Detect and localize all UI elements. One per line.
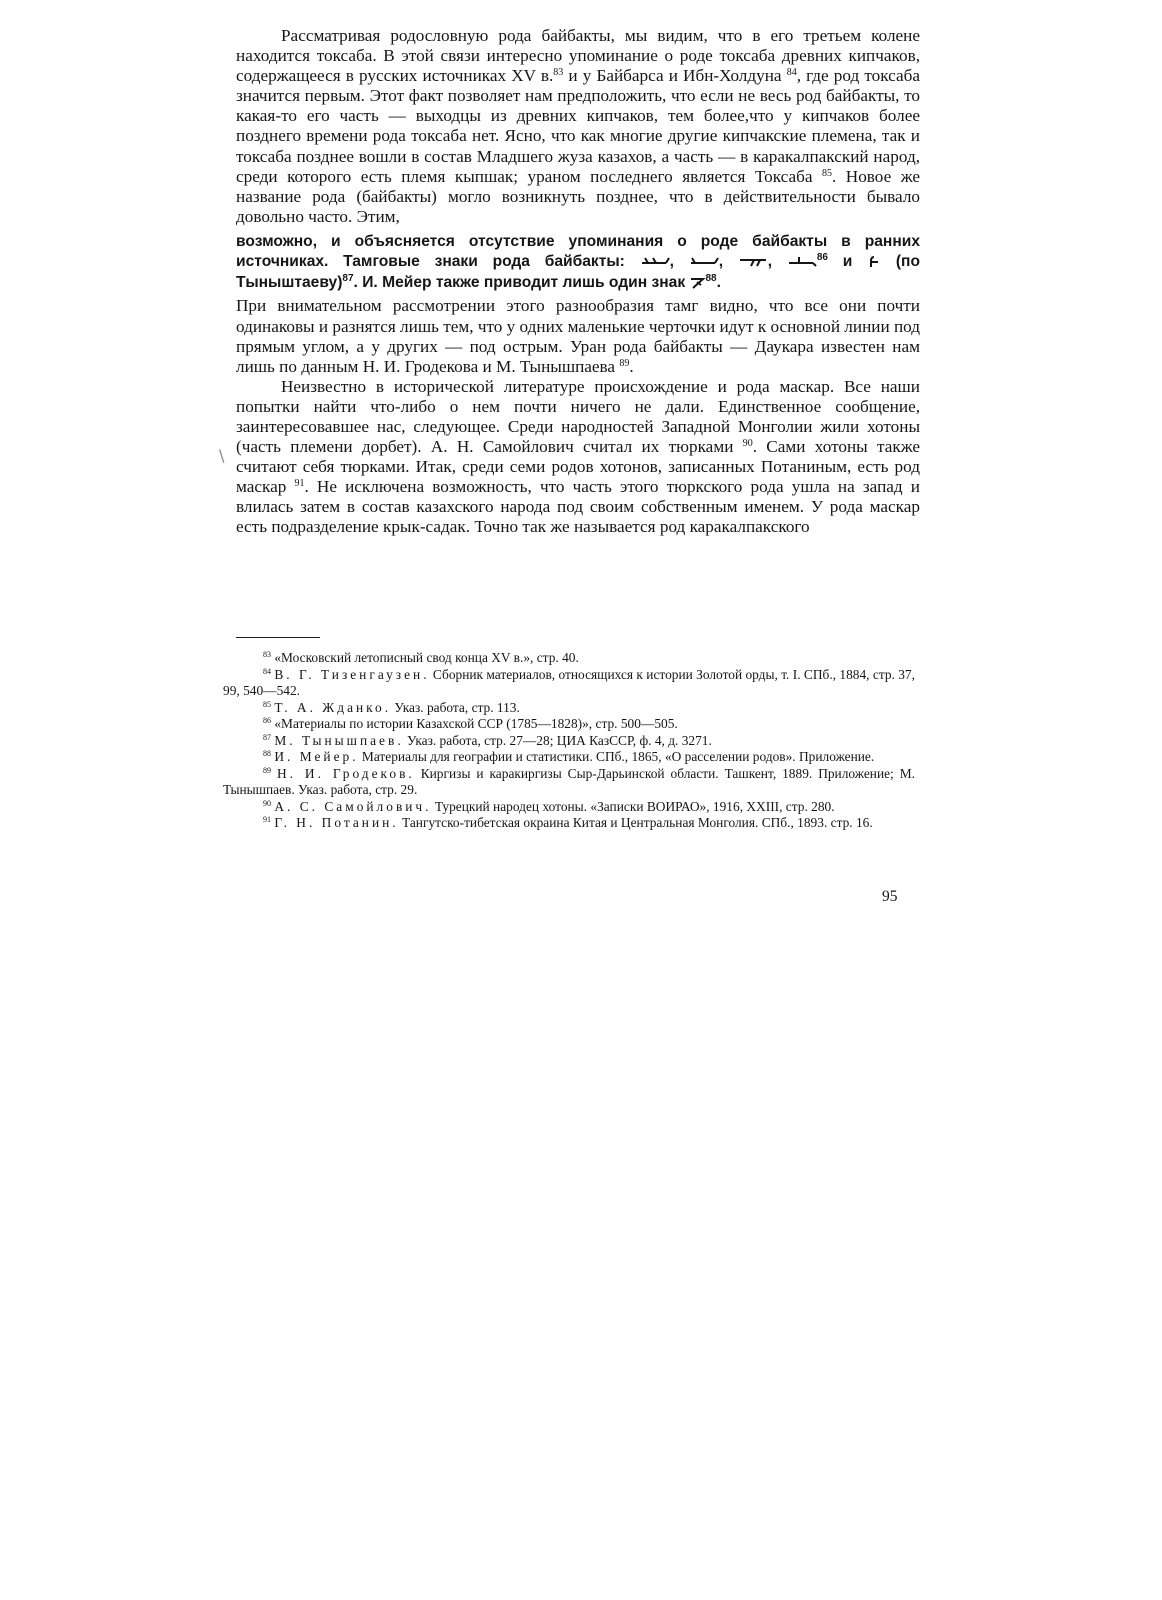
footnote-number: 85 <box>263 699 271 709</box>
tamga-sign-icon <box>689 253 719 265</box>
footnote-text: Материалы для географии и статистики. СПб., 1865, «О расселении родов». Приложение. <box>358 749 875 764</box>
footnote-author: Н. И. Гродеков. <box>276 765 415 781</box>
footnote-ref: 88 <box>705 272 717 284</box>
footnote-author: В. Г. Тизенгаузен. <box>274 666 430 682</box>
text-run: При внимательном рассмотрении этого разнообразия тамг видно, что все они почти одинаковы и разнятся лишь тем, что у одних маленькие черточки идут к основной линии под прямым углом, а у других — под острым. Уран рода байбакты — Даукара известен нам лишь по данным Н. И. Гродекова и М. Тынышпаева <box>236 296 921 376</box>
footnote-text: Сборник материалов, относящихся к истории Золотой орды, т. I. СПб., 1884, стр. 37, 99, 540—542. <box>223 666 915 698</box>
footnote-author: Г. Н. Потанин. <box>274 815 399 830</box>
tamga-sign-icon <box>787 253 817 265</box>
paragraph-toksaba <box>236 26 920 227</box>
text-run: Неизвестно в исторической литературе происхождение и рода маскар. Все наши попытки найти что-либо о нем почти ничего не дали. Единственное сообщение, заинтересовавшее нас, следующее. Среди народностей Западной Монголии жили хотоны (часть племени дорбет). А. Н. Самойлович считал их тюрками <box>236 376 920 457</box>
footnote <box>223 650 915 667</box>
footnote-ref: 86 <box>816 252 828 264</box>
text-run: . Не исключена возможность, что часть этого тюркского рода ушла на запад и влилась затем в состав казахского народа под своим собственным именем. У рода маскар есть подразделение крык-садак. Точно так же называется род каракалпакского <box>236 477 920 537</box>
text-run: и <box>842 253 853 271</box>
footnote <box>223 766 915 799</box>
footnote <box>223 700 915 717</box>
footnote-text: Указ. работа, стр. 27—28; ЦИА КазССР, ф. 4, д. 3271. <box>403 732 712 748</box>
footnote-number: 88 <box>263 749 271 758</box>
footnote-author: А. С. Самойлович. <box>274 798 432 814</box>
footnote-number: 83 <box>263 650 271 659</box>
footnote-text: Тангутско-тибетская окраина Китая и Центральная Монголия. СПб., 1893. стр. 16. <box>398 815 873 830</box>
paragraph-maskar <box>236 377 920 538</box>
text-run: , где род токсаба значится первым. Этот факт позволяет нам предположить, что если не весь род байбакты, то какая-то его часть — выходцы из древних кипчаков, тем более,что у кипчаков более позднего времени рода токсаба нет. Ясно, что как многие другие кипчакские племена, так и токсаба позднее вошли в состав Младшего жуза казахов, а часть — в каракалпакский народ, среди которого есть племя кыпшак; ураном последнего является Токсаба <box>236 66 921 186</box>
text-run: (по Тыныштаеву) <box>236 253 920 291</box>
footnote-number: 90 <box>263 798 271 808</box>
footnote-author: Т. А. Жданко. <box>274 699 392 715</box>
footnote-text: Указ. работа, стр. 113. <box>391 699 520 715</box>
footnote-author: М. Тынышпаев. <box>274 732 404 748</box>
text-run: . И. Мейер также приводит лишь один знак <box>353 273 686 291</box>
text-run: . <box>716 273 721 291</box>
footnote-number: 89 <box>263 765 271 775</box>
footnotes <box>223 650 915 832</box>
main-text <box>236 26 920 538</box>
footnote <box>223 749 915 766</box>
footnote-ref: 91 <box>294 478 305 490</box>
footnote-text: Турецкий народец хотоны. «Записки ВОИРАО», 1916, XXIII, стр. 280. <box>431 798 835 814</box>
tamga-sign-icon <box>738 253 768 265</box>
footnote-text: «Материалы по истории Казахской ССР (1785—1828)», стр. 500—505. <box>274 716 678 731</box>
paragraph-tamga-signs: возможно, и объясняется отсутствие упоминания о роде байбакты в ранних источниках. Тамговые знаки рода байбакты: , , , $^{86}$ и (по Тыныштаеву)$^{87}$. И. Мейер также приводит лишь один знак $^{88}$. <box>236 232 920 291</box>
footnote <box>223 733 915 750</box>
footnote <box>223 667 915 700</box>
footnote-text: «Московский летописный свод конца XV в.», стр. 40. <box>274 650 579 665</box>
text-run: возможно, и объясняется отсутствие упоминания о роде байбакты в ранних источниках. Тамговые знаки рода байбакты: <box>236 232 920 271</box>
footnote-ref: 90 <box>742 438 753 450</box>
footnote-number: 84 <box>263 666 271 676</box>
tamga-sign-icon <box>640 253 670 265</box>
text-run: . Новое же название рода (байбакты) могло возникнуть позднее, что в действительности бывало довольно часто. Этим, <box>236 166 920 226</box>
footnote <box>223 716 915 733</box>
page-number: 95 <box>882 888 898 905</box>
footnote-author: И. Мейер. <box>274 749 359 764</box>
footnote-ref: 89 <box>619 357 630 369</box>
footnote-divider <box>236 637 320 638</box>
tamga-sign-icon <box>689 274 705 286</box>
footnote <box>223 799 915 816</box>
footnote <box>223 815 915 832</box>
footnote-text: Киргизы и каракиргизы Сыр-Дарьинской области. Ташкент, 1889. Приложение; М. Тынышпаев. Указ. работа, стр. 29. <box>223 765 915 797</box>
text-run: Рассматривая родословную рода байбакты, мы видим, что в его третьем колене находится токсаба. В этой связи интересно упоминание о роде токсаба древних кипчаков, содержащееся в русских источниках XV в. <box>236 26 920 86</box>
paragraph-tamga-analysis <box>236 296 920 376</box>
text-run: . <box>629 356 634 376</box>
footnote-number: 87 <box>263 732 271 742</box>
tamga-sign-icon <box>867 253 881 265</box>
footnote-number: 86 <box>263 716 271 725</box>
footnote-ref: 84 <box>786 67 797 79</box>
text-run: . Сами хотоны также считают себя тюрками. Итак, среди семи родов хотонов, записанных Потаниным, есть род маскар <box>236 437 920 497</box>
footnote-ref: 87 <box>342 272 354 284</box>
footnote-number: 91 <box>263 815 271 824</box>
footnote-ref: 83 <box>553 67 564 79</box>
footnote-ref: 85 <box>821 167 832 179</box>
margin-mark: \ <box>219 446 225 465</box>
text-run: и у Байбарса и Ибн-Холдуна <box>563 66 787 86</box>
